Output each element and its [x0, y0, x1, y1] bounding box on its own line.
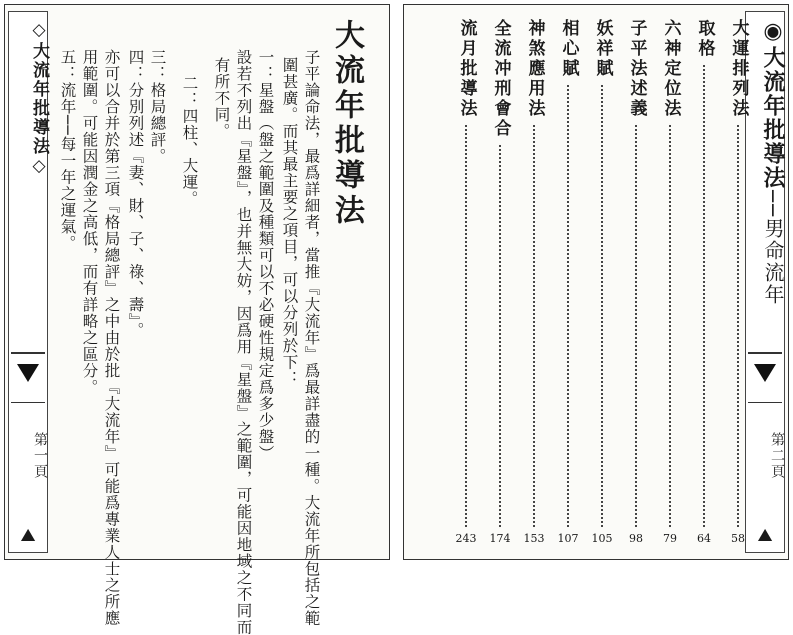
- toc-page-number: 105: [591, 532, 613, 545]
- chapter-title: 大流年批導法: [329, 19, 364, 229]
- page-folio: 第一頁: [32, 432, 48, 480]
- toc-title: 流月批導法: [456, 19, 477, 119]
- toc-page-number: 174: [489, 532, 511, 545]
- toc-page-number: 153: [523, 532, 545, 545]
- text-column: 圍甚廣。而其最主要之項目，可以分列於下：: [280, 57, 299, 387]
- toc-page-number: 98: [629, 532, 643, 545]
- toc-page-number: 64: [697, 532, 711, 545]
- toc-leader-dots: [635, 125, 637, 527]
- text-column: 二：四柱、大運。: [180, 75, 199, 207]
- toc-entry[interactable]: [726, 19, 750, 544]
- toc-leader-dots: [737, 125, 739, 527]
- toc-page-number: 79: [663, 532, 677, 545]
- toc-entry[interactable]: [590, 19, 614, 544]
- toc-leader-dots: [499, 145, 501, 527]
- toc-leader-dots: [601, 85, 603, 527]
- toc-leader-dots: [669, 125, 671, 527]
- toc-page-number: 243: [455, 532, 477, 545]
- toc-leader-dots: [465, 125, 467, 527]
- left-page: [4, 4, 390, 635]
- text-column: 三：格局總評。: [148, 49, 167, 165]
- band-title-main: ◉大流年批導法: [760, 18, 786, 190]
- toc-title: 相心賦: [558, 19, 579, 79]
- toc-entry[interactable]: [556, 19, 580, 544]
- side-band: [8, 11, 48, 553]
- page-folio: 第二頁: [769, 432, 785, 480]
- toc-page-number: 58: [731, 532, 745, 545]
- text-column: 一：星盤（盤之範圍及種類可以不必硬性規定爲多少盤）: [256, 49, 275, 462]
- down-arrow-icon: [754, 364, 776, 382]
- toc-title: 妖祥賦: [592, 19, 613, 79]
- text-column: 四：分別列述『妻、財、子、祿、壽』。: [126, 49, 145, 339]
- mountain-icon: ⛰: [757, 525, 773, 546]
- toc-page-number: 107: [557, 532, 579, 545]
- down-arrow-icon: [17, 364, 39, 382]
- toc-entry[interactable]: [692, 19, 716, 544]
- band-subtitle: ──男命流年: [761, 190, 785, 307]
- mountain-icon: ⛰: [20, 525, 36, 546]
- toc-entry[interactable]: [624, 19, 648, 544]
- band-divider: [748, 352, 782, 354]
- side-band: [745, 11, 785, 553]
- text-column: 子平論命法，最爲詳細者，當推『大流年』爲最詳盡的一種。大流年所包括之範: [302, 49, 321, 627]
- toc-title: 大運排列法: [728, 19, 749, 119]
- toc-entry[interactable]: [658, 19, 682, 544]
- toc-leader-dots: [533, 125, 535, 527]
- right-page: [403, 4, 789, 560]
- toc-title: 全流冲刑會合: [490, 19, 511, 139]
- band-divider: [11, 352, 45, 354]
- text-column: 有所不同。: [212, 57, 231, 140]
- band-divider: [748, 402, 782, 403]
- toc-entry[interactable]: [522, 19, 546, 544]
- toc-title: 取格: [694, 19, 715, 59]
- band-divider: [11, 402, 45, 403]
- toc-leader-dots: [703, 65, 705, 527]
- text-column: 亦可以合并於第三項『格局總評』之中由於批『大流年』可能爲專業人士之所應: [102, 49, 121, 627]
- text-column: 五：流年──每一年之運氣。: [58, 49, 77, 252]
- band-title: [746, 18, 784, 306]
- text-column: 設若不列出『星盤』，也并無大妨，因爲用『星盤』之範圍，可能因地域之不同而: [234, 49, 253, 635]
- toc-title: 子平法述義: [626, 19, 647, 119]
- toc-entry[interactable]: [454, 19, 478, 544]
- toc-title: 神煞應用法: [524, 19, 545, 119]
- toc-title: 六神定位法: [660, 19, 681, 119]
- toc-entry[interactable]: [488, 19, 512, 544]
- band-title: ◇大流年批導法◇: [29, 20, 49, 178]
- toc-leader-dots: [567, 85, 569, 527]
- text-column: 用範圍。可能因潤金之高低，而有詳略之區分。: [80, 49, 99, 396]
